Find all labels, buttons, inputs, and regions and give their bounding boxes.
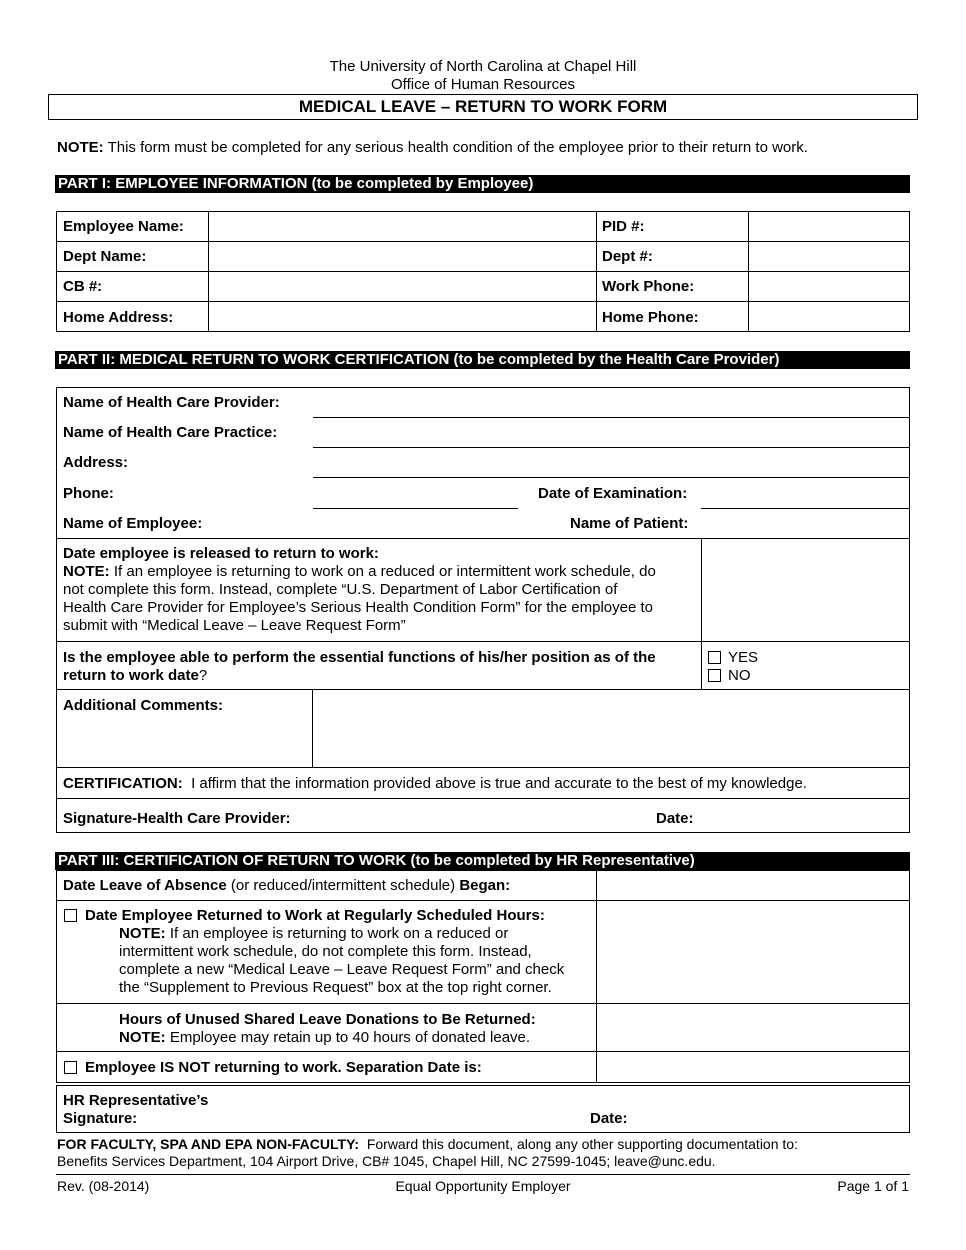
employee-name-label: Employee Name:	[63, 218, 184, 235]
cb-field[interactable]	[210, 273, 594, 300]
returned-note	[119, 925, 594, 997]
hours-note: Employee may retain up to 40 hours of donated leave.	[169, 1029, 531, 1046]
hr-signature-field[interactable]	[150, 1100, 570, 1130]
returned-note-line3: complete a new “Medical Leave – Leave Request Form” and check	[119, 961, 565, 978]
hr-date-field[interactable]	[640, 1100, 908, 1130]
no-checkbox[interactable]	[708, 669, 721, 682]
essential-question	[63, 649, 699, 685]
provider-date-label: Date:	[656, 810, 694, 827]
comments-label: Additional Comments:	[63, 697, 223, 714]
home-address-label: Home Address:	[63, 309, 174, 326]
work-phone-label: Work Phone:	[602, 278, 695, 295]
dept-num-field[interactable]	[750, 243, 908, 270]
release-note-line1: If an employee is returning to work on a reduced or intermittent work schedule, do	[113, 563, 656, 580]
hr-rep-label: HR Representative’s	[63, 1092, 209, 1109]
certification-label: CERTIFICATION:	[63, 775, 183, 792]
hours-field[interactable]	[598, 1005, 908, 1050]
certification-text: I affirm that the information provided above is true and accurate to the best of my knowledge.	[191, 775, 807, 792]
returned-checkbox[interactable]	[64, 909, 77, 922]
leave-began-label	[63, 877, 510, 894]
release-label: Date employee is released to return to work:	[63, 545, 379, 562]
exam-date-label: Date of Examination:	[538, 485, 688, 502]
eoe-label: Equal Opportunity Employer	[395, 1178, 571, 1194]
provider-signature-field[interactable]	[310, 801, 640, 831]
returned-note-line1: If an employee is returning to work on a reduced or	[169, 925, 509, 942]
no-label: NO	[728, 667, 751, 684]
returned-date-field[interactable]	[598, 902, 908, 1002]
footer-instructions	[57, 1136, 798, 1152]
yes-label: YES	[728, 649, 759, 666]
address-label: Address:	[63, 454, 129, 471]
yes-checkbox[interactable]	[708, 651, 721, 664]
page-number: Page 1 of 1	[837, 1178, 909, 1194]
hours-block	[119, 1011, 594, 1047]
employee-name-label-2: Name of Employee:	[63, 515, 203, 532]
returned-label: Date Employee Returned to Work at Regularly Scheduled Hours:	[85, 907, 545, 924]
home-phone-label: Home Phone:	[602, 309, 699, 326]
leave-began-field[interactable]	[598, 872, 908, 899]
provider-date-field[interactable]	[703, 801, 908, 831]
part2-heading: PART II: MEDICAL RETURN TO WORK CERTIFICATION (to be completed by the Health Care Provider)	[55, 351, 910, 369]
not-returning-checkbox[interactable]	[64, 1061, 77, 1074]
dept-num-label: Dept #:	[602, 248, 653, 265]
hr-date-label: Date:	[590, 1110, 628, 1127]
provider-name-field[interactable]	[315, 390, 908, 416]
provider-name-label: Name of Health Care Provider:	[63, 394, 280, 411]
form-title: MEDICAL LEAVE – RETURN TO WORK FORM	[48, 94, 918, 120]
release-block	[63, 545, 699, 635]
university-name: The University of North Carolina at Chapel Hill	[329, 58, 637, 75]
pid-label: PID #:	[602, 218, 645, 235]
release-note-label: NOTE:	[63, 563, 110, 580]
practice-name-label: Name of Health Care Practice:	[63, 424, 278, 441]
hours-note-label: NOTE:	[119, 1029, 166, 1046]
note-label: NOTE:	[57, 139, 104, 156]
footer-faculty-label: FOR FACULTY, SPA AND EPA NON-FACULTY:	[57, 1136, 360, 1152]
patient-name-label: Name of Patient:	[570, 515, 689, 532]
essential-line2: return to work date	[63, 667, 199, 684]
cb-label: CB #:	[63, 278, 103, 295]
patient-name-field[interactable]	[703, 511, 908, 537]
provider-signature-label: Signature-Health Care Provider:	[63, 810, 291, 827]
dept-name-label: Dept Name:	[63, 248, 147, 265]
work-phone-field[interactable]	[750, 273, 908, 300]
essential-line1: Is the employee able to perform the essential functions of his/her position as of the	[63, 649, 656, 666]
phone-field[interactable]	[315, 480, 516, 507]
release-note-line2: not complete this form. Instead, complete “U.S. Department of Labor Certification of	[63, 581, 618, 598]
returned-note-label: NOTE:	[119, 925, 166, 942]
revision-label: Rev. (08-2014)	[57, 1178, 150, 1194]
leave-began-c: Began:	[459, 877, 511, 894]
certification-statement	[63, 775, 807, 792]
note-text: This form must be completed for any serious health condition of the employee prior to their return to work.	[107, 139, 808, 156]
form-note	[57, 139, 808, 156]
release-note-line4: submit with “Medical Leave – Leave Request Form”	[63, 617, 406, 634]
part3-heading: PART III: CERTIFICATION OF RETURN TO WORK (to be completed by HR Representative)	[55, 852, 910, 870]
separation-date-field[interactable]	[598, 1053, 908, 1081]
release-date-field[interactable]	[703, 540, 908, 639]
pid-field[interactable]	[750, 213, 908, 240]
release-note-line3: Health Care Provider for Employee’s Serious Health Condition Form” for the employee to	[63, 599, 653, 616]
hr-signature-label: Signature:	[63, 1110, 138, 1127]
practice-name-field[interactable]	[315, 420, 908, 446]
comments-field[interactable]	[315, 691, 908, 765]
home-address-field[interactable]	[210, 303, 594, 330]
footer-address: Benefits Services Department, 104 Airport Drive, CB# 1045, Chapel Hill, NC 27599-1045; leave@unc.edu.	[57, 1153, 716, 1169]
hours-label: Hours of Unused Shared Leave Donations to Be Returned:	[119, 1011, 536, 1028]
leave-began-a: Date Leave of Absence	[63, 877, 227, 894]
leave-began-b: (or reduced/intermittent schedule)	[230, 877, 456, 894]
part1-heading: PART I: EMPLOYEE INFORMATION (to be completed by Employee)	[55, 175, 910, 193]
phone-label: Phone:	[63, 485, 114, 502]
footer-faculty-text: Forward this document, along any other supporting documentation to:	[366, 1136, 798, 1152]
essential-qmark: ?	[198, 667, 208, 684]
employee-name-field[interactable]	[210, 213, 594, 240]
returned-note-line4: the “Supplement to Previous Request” box at the top right corner.	[119, 979, 552, 996]
exam-date-field[interactable]	[703, 480, 908, 507]
returned-note-line2: intermittent work schedule, do not complete this form. Instead,	[119, 943, 532, 960]
address-field[interactable]	[315, 450, 908, 476]
home-phone-field[interactable]	[750, 303, 908, 330]
dept-name-field[interactable]	[210, 243, 594, 270]
not-returning-label: Employee IS NOT returning to work. Separation Date is:	[85, 1059, 482, 1076]
employee-name-field-2[interactable]	[215, 511, 555, 537]
office-name: Office of Human Resources	[391, 76, 575, 93]
